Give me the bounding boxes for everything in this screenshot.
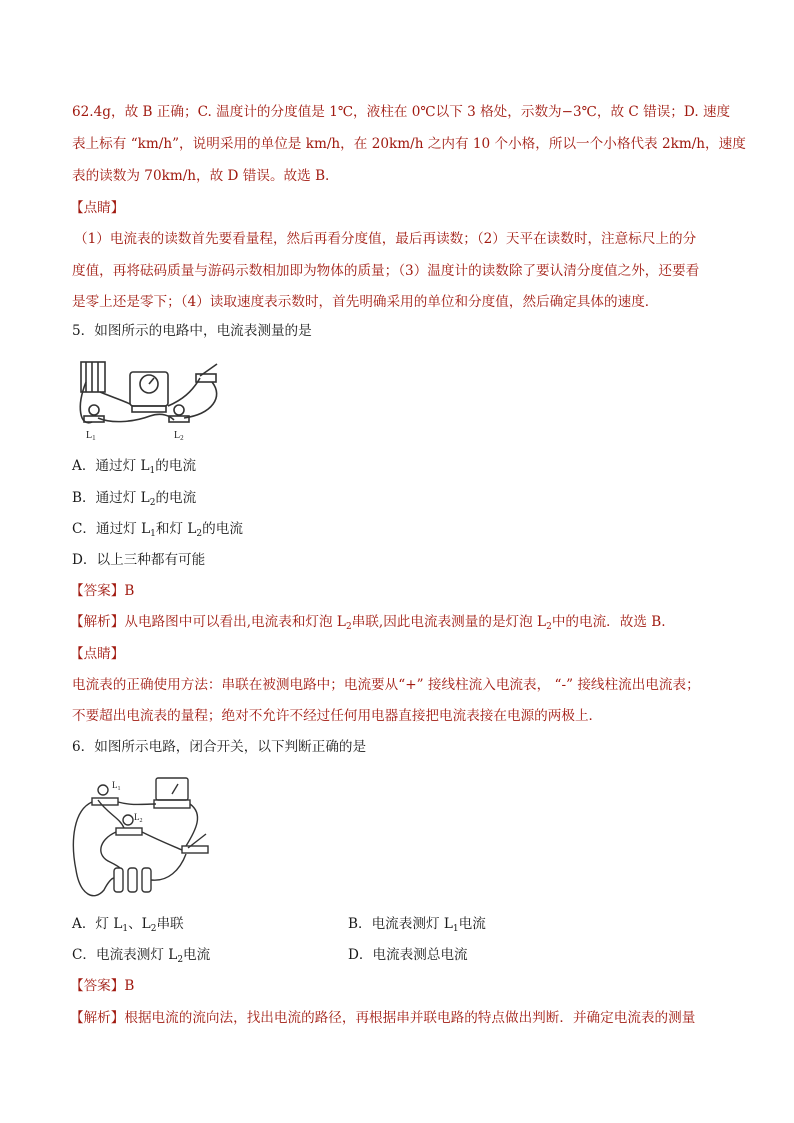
q5-analysis: 【解析】从电路图中可以看出,电流表和灯泡 $L_2$串联,因此电流表测量的是灯泡 $L_2$中的电流．故选 B. xyxy=(70,614,666,632)
q5-answer: 【答案】B xyxy=(70,583,135,599)
q6-fig-lamp1-label: L xyxy=(112,780,118,790)
q5-stem: 5．如图所示的电路中，电流表测量的是 xyxy=(72,323,312,339)
prev-answer-line-2: 表上标有 “km/h”，说明采用的单位是 km/h，在 20km/h 之内有 10 个小格，所以一个小格代表 2km/h，速度 xyxy=(72,136,746,152)
q6-option-b[interactable]: B．电流表测灯 $L_1$电流 xyxy=(348,916,486,934)
q5-option-d[interactable]: D．以上三种都有可能 xyxy=(72,552,206,568)
q5-option-a[interactable]: A．通过灯 $L_1$的电流 xyxy=(72,458,197,476)
q5-comment-label: 【点睛】 xyxy=(70,646,125,662)
svg-text:L2 xyxy=(174,430,184,442)
q5-comment-line-2: 不要超出电流表的量程；绝对不允许不经过任何用电器直接把电流表接在电源的两极上． xyxy=(72,708,603,724)
q6-option-d[interactable]: D．电流表测总电流 xyxy=(348,947,468,963)
q6-fig-lamp2-label: L xyxy=(134,812,140,822)
q5-fig-lamp2-sub: 2 xyxy=(180,434,184,442)
q5-fig-lamp2-label: L xyxy=(174,430,181,441)
q6-fig-lamp2-sub: 2 xyxy=(139,818,143,824)
comment-1-label: 【点睛】 xyxy=(70,200,125,216)
prev-answer-line-1: 62.4g，故 B 正确；C. 温度计的分度值是 1℃，液柱在 0℃以下 3 格处，示数为−3℃，故 C 错误；D. 速度 xyxy=(72,104,731,120)
comment-1-line-1: （1）电流表的读数首先要看量程，然后再看分度值，最后再读数；（2）天平在读数时，注意标尺上的分 xyxy=(74,231,697,247)
q5-option-c[interactable]: C．通过灯 $L_1$和灯 $L_2$的电流 xyxy=(72,521,243,539)
svg-text:L1 xyxy=(112,780,121,792)
q6-analysis: 【解析】根据电流的流向法，找出电流的路径，再根据串并联电路的特点做出判断．并确定电流表的测量 xyxy=(70,1010,696,1026)
q5-fig-lamp1-sub: 1 xyxy=(92,434,96,442)
comment-1-line-2: 度值，再将砝码质量与游码示数相加即为物体的质量；（3）温度计的读数除了要认清分度值之外，还要看 xyxy=(72,263,700,279)
comment-1-line-3: 是零上还是零下；（4）读取速度表示数时，首先明确采用的单位和分度值，然后确定具体的速度． xyxy=(72,294,659,310)
q5-fig-lamp1-label: L xyxy=(86,430,93,441)
q5-circuit-figure xyxy=(72,352,224,444)
q6-stem: 6．如图所示电路，闭合开关，以下判断正确的是 xyxy=(72,739,367,755)
svg-text:L2 xyxy=(134,812,143,824)
svg-text:L1 xyxy=(86,430,96,442)
q6-option-c[interactable]: C．电流表测灯 $L_2$电流 xyxy=(72,947,211,965)
prev-answer-line-3: 表的读数为 70km/h，故 D 错误。故选 B. xyxy=(72,168,330,184)
q6-answer: 【答案】B xyxy=(70,978,135,994)
q5-comment-line-1: 电流表的正确使用方法：串联在被测电路中；电流要从“+” 接线柱流入电流表， “-” 接线柱流出电流表； xyxy=(72,677,700,693)
q6-fig-lamp1-sub: 1 xyxy=(117,786,121,792)
q6-option-a[interactable]: A．灯 $L_1$、$L_2$串联 xyxy=(72,916,184,934)
q6-circuit-figure xyxy=(68,770,218,905)
q5-option-b[interactable]: B．通过灯 $L_2$的电流 xyxy=(72,490,197,508)
